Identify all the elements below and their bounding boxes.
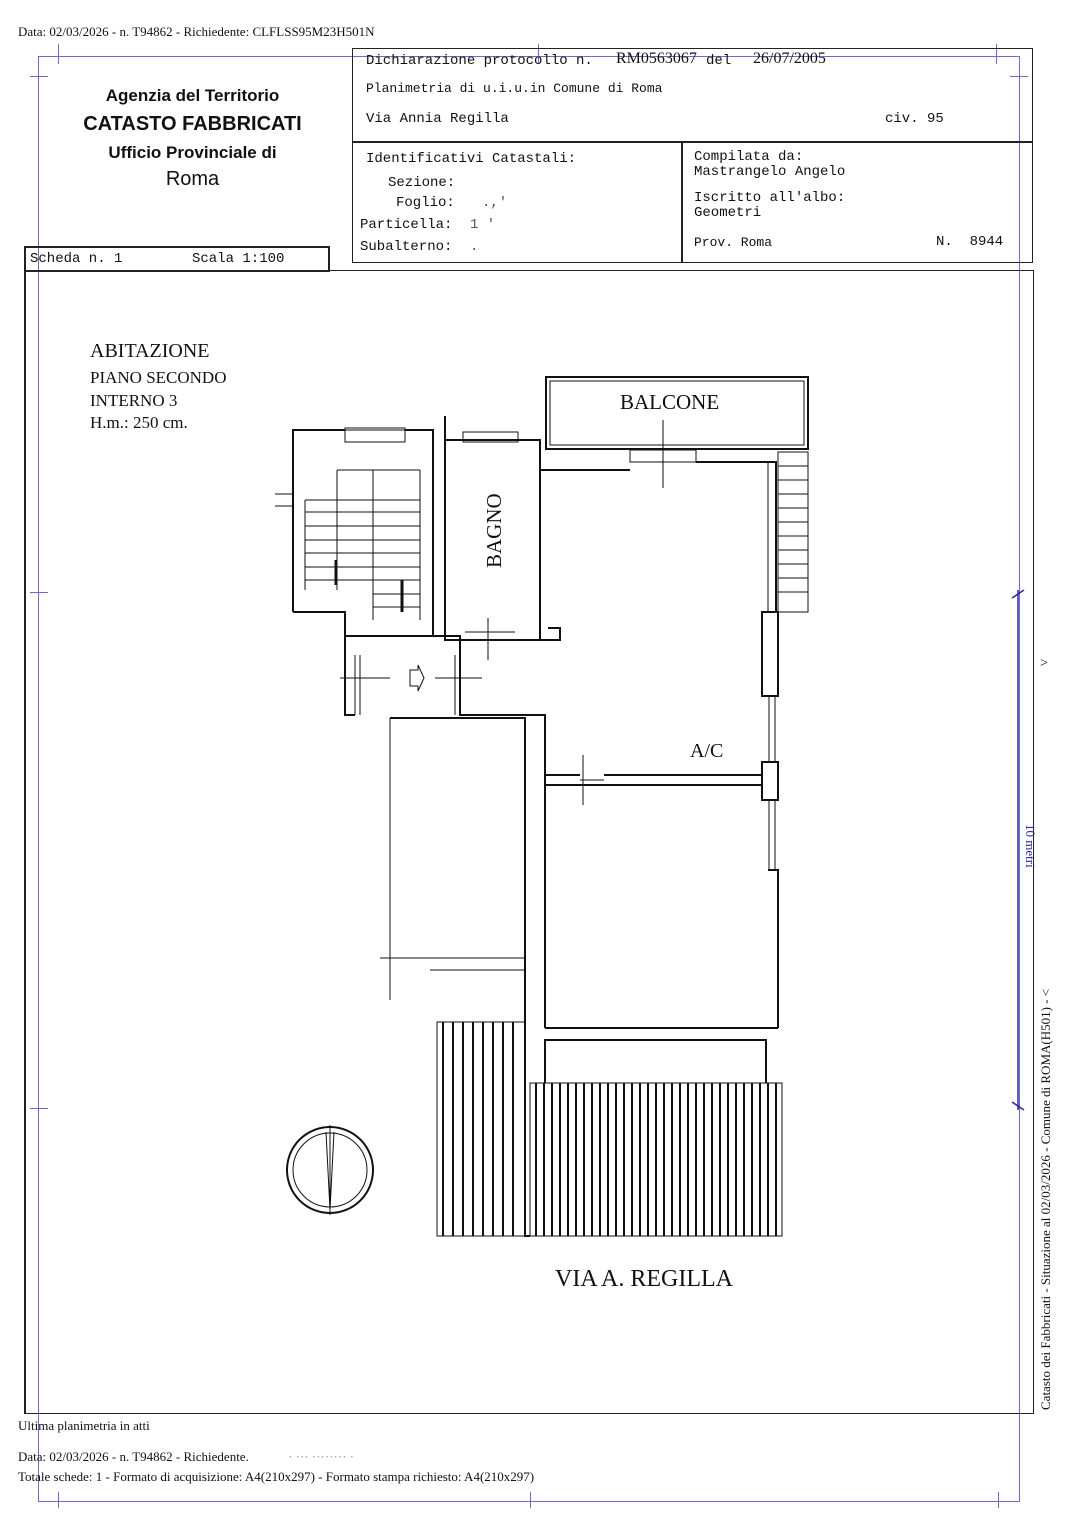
street-address: Via Annia Regilla [366,111,509,127]
del-label: del [706,53,732,69]
subalterno-label: Subalterno: [360,239,453,255]
plan-municipality: Planimetria di u.i.u.in Comune di Roma [366,81,663,96]
last-plan-note: Ultima planimetria in atti [18,1418,150,1433]
registration-number: N. 8944 [936,234,1004,250]
scale-bar-label: 10 metri [1023,824,1038,868]
footer-meta-redacted: · ··· ········ · [288,1449,355,1464]
height-label: H.m.: 250 cm. [90,413,188,432]
foglio-value: .,' [482,195,508,211]
compiler-label: Compilata da: [694,149,804,165]
civic-number: civ. 95 [885,111,944,127]
floor-label: PIANO SECONDO [90,368,227,387]
compiler-name: Mastrangelo Angelo [694,164,846,180]
office-city: Roma [165,168,220,190]
sezione-label: Sezione: [388,175,456,191]
subalterno-value: . [470,239,479,255]
province: Prov. Roma [694,235,773,250]
office-label: Ufficio Provinciale di [108,143,277,162]
particella-value: 1 ' [470,217,496,233]
unit-type: ABITAZIONE [90,340,210,362]
footer-meta-text: Data: 02/03/2026 - n. T94862 - Richiedente. [18,1449,249,1464]
side-caption: Catasto dei Fabbricati - Situazione al 02/03/2026 - Comune di ROMA(H501) - < [1038,988,1053,1410]
protocol-date: 26/07/2005 [753,50,826,67]
catasto-title: CATASTO FABBRICATI [83,113,302,135]
agency-name: Agenzia del Territorio [105,86,280,105]
footer-meta [18,1449,354,1465]
room-ac-label: A/C [690,740,724,762]
side-arrow: > [1040,656,1048,671]
street-label: VIA A. REGILLA [555,1266,733,1292]
albo-value: Geometri [694,205,762,221]
scheda-number: Scheda n. 1 [30,251,123,267]
particella-label: Particella: [360,217,453,233]
foglio-label: Foglio: [396,195,455,211]
protocol-number: RM0563067 [616,50,697,67]
bathroom-label: BAGNO [482,493,506,568]
protocol-label: Dichiarazione protocollo n. [366,53,593,69]
footer-totals: Totale schede: 1 - Formato di acquisizione: A4(210x297) - Formato stampa richiesto: A4(210x297) [18,1469,535,1484]
identifiers-title: Identificativi Catastali: [366,151,577,167]
balcony-label: BALCONE [620,390,720,414]
request-meta: Data: 02/03/2026 - n. T94862 - Richiedente: CLFLSS95M23H501N [18,24,375,39]
scale-label: Scala 1:100 [192,251,285,267]
albo-label: Iscritto all'albo: [694,190,846,206]
interno-label: INTERNO 3 [90,391,178,410]
